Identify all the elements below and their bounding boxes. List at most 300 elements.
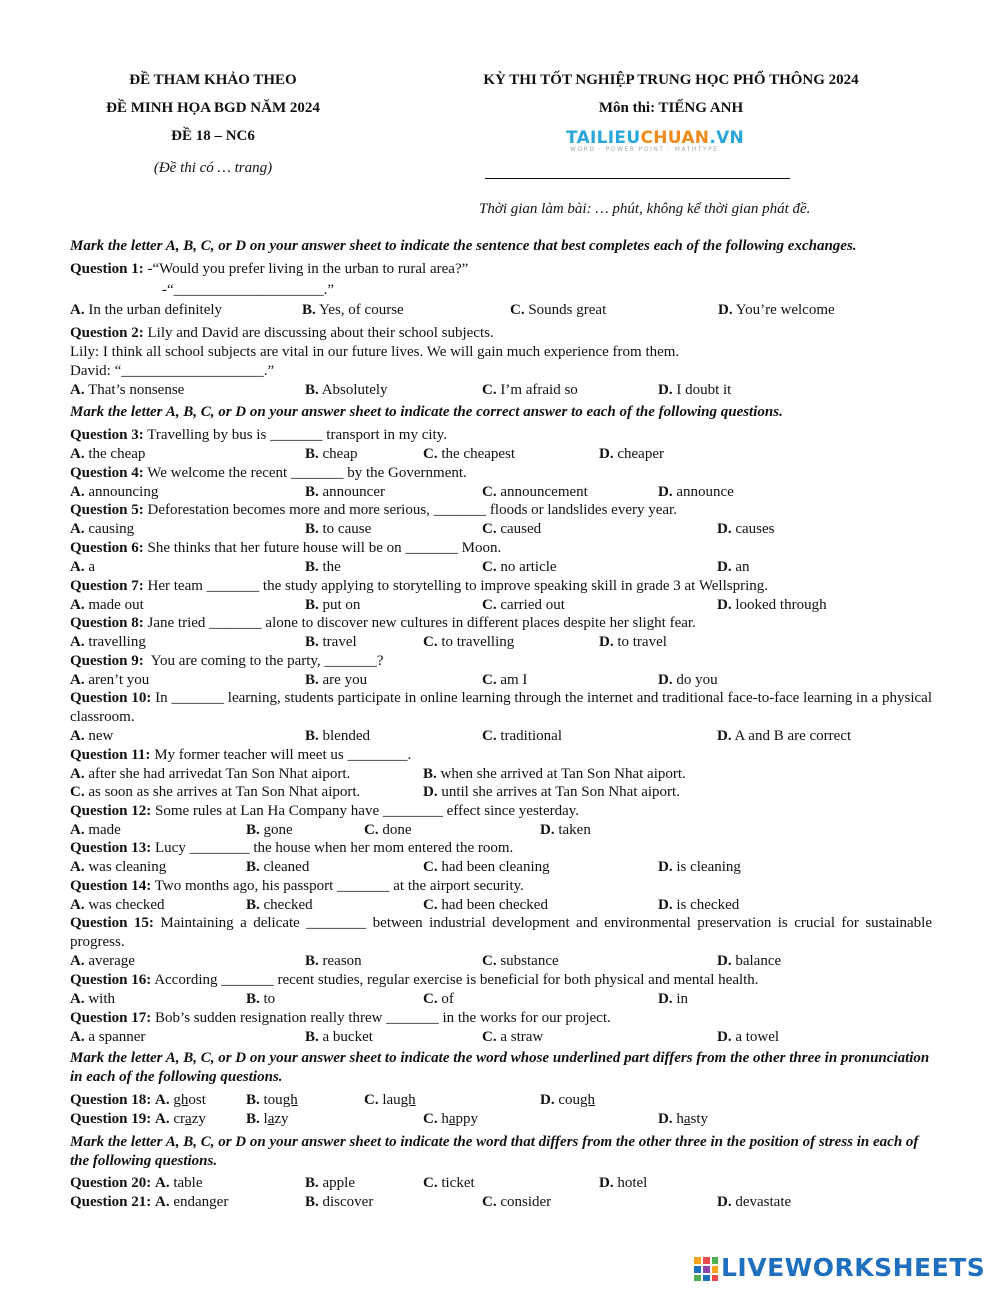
letter-d: D. <box>717 521 732 537</box>
q15-option-d[interactable] <box>717 952 781 971</box>
q11-a-text: after she had arrivedat Tan Son Nhat aiport. <box>88 766 351 782</box>
letter-d: D. <box>658 672 673 688</box>
q10-text: In _______ learning, students participate in online learning through the internet and traditional face-to-face learning in a physical classroom. <box>70 690 932 725</box>
q1-text: -“Would you prefer living in the urban to rural area?” <box>143 261 469 277</box>
q19-option-a[interactable] <box>173 1111 206 1127</box>
q12-a-text: made <box>88 822 121 838</box>
q21-b-text: discover <box>322 1194 374 1210</box>
q4-option-c[interactable] <box>482 483 588 502</box>
letter-b: B. <box>305 1194 319 1210</box>
q4-text: We welcome the recent _______ by the Government. <box>143 465 467 481</box>
q10-c-text: traditional <box>500 728 562 744</box>
q4-option-a[interactable] <box>70 483 158 502</box>
q18-b-pre: tou <box>263 1092 283 1108</box>
letter-d: D. <box>718 302 733 318</box>
q15-b-text: reason <box>322 953 362 969</box>
letter-b: B. <box>305 1175 319 1191</box>
q10-option-d[interactable] <box>717 727 851 746</box>
q7-option-d[interactable] <box>717 596 827 615</box>
letter-d: D. <box>717 559 732 575</box>
letter-b: B. <box>305 446 319 462</box>
q6-b-text: the <box>322 559 341 575</box>
q9-d-text: do you <box>676 672 718 688</box>
letter-b: B. <box>305 634 319 650</box>
q2-a-text: That’s nonsense <box>88 382 185 398</box>
q14-label: Question 14: <box>70 878 152 894</box>
letter-d: D. <box>658 991 673 1007</box>
logo-text-3: .VN <box>709 128 745 148</box>
q19-b-underlined: a <box>267 1111 275 1127</box>
q18-b-underlined: gh <box>282 1092 298 1108</box>
time-note: Thời gian làm bài: … phút, không kể thời gian phát đề. <box>479 201 811 217</box>
q11-text: My former teacher will meet us ________. <box>150 747 412 763</box>
q12-label: Question 12: <box>70 803 152 819</box>
q4-b-text: announcer <box>322 484 385 500</box>
q7-option-b[interactable] <box>305 596 360 615</box>
q6-c-text: no article <box>500 559 557 575</box>
tailieuchuan-logo <box>566 128 744 153</box>
q17-option-b[interactable] <box>305 1028 373 1047</box>
q5-d-text: causes <box>735 521 775 537</box>
question-10 <box>70 689 932 727</box>
q16-option-d[interactable] <box>658 990 688 1009</box>
q18-a-post: ost <box>188 1092 206 1108</box>
question-18 <box>70 1091 206 1110</box>
q9-text: You are coming to the party, _______? <box>143 653 384 669</box>
q10-option-c[interactable] <box>482 727 562 746</box>
liveworksheets-logo-icon <box>693 1256 719 1282</box>
letter-c: C. <box>423 991 438 1007</box>
letter-c: C. <box>482 728 497 744</box>
letter-d: D. <box>658 897 673 913</box>
q19-option-b[interactable] <box>246 1110 289 1129</box>
q2-option-d[interactable] <box>658 381 731 400</box>
q6-option-a[interactable] <box>70 558 95 577</box>
q14-option-d[interactable] <box>658 896 739 915</box>
logo-subtitle: WORD · POWER POINT · MATHTYPE <box>570 146 719 153</box>
letter-a: A. <box>155 1175 170 1191</box>
q9-option-a[interactable] <box>70 671 149 690</box>
q10-option-a[interactable] <box>70 727 113 746</box>
q2-option-a[interactable] <box>70 381 184 400</box>
letter-a: A. <box>70 382 85 398</box>
q19-b-pre: l <box>263 1111 268 1127</box>
liveworksheets-brand[interactable]: LIVEWORKSHEETS <box>721 1253 986 1282</box>
q6-label: Question 6: <box>70 540 144 556</box>
letter-d: D. <box>658 382 673 398</box>
q6-d-text: an <box>735 559 750 575</box>
q7-option-c[interactable] <box>482 596 565 615</box>
q15-text: Maintaining a delicate ________ between industrial development and environmental preservation is crucial for sustainable progress. <box>70 915 932 950</box>
letter-a: A. <box>155 1194 170 1210</box>
letter-a: A. <box>70 446 85 462</box>
q1-label: Question 1: <box>70 261 144 277</box>
q10-a-text: new <box>88 728 114 744</box>
q8-option-a[interactable] <box>70 633 146 652</box>
q18-option-d[interactable] <box>540 1091 595 1110</box>
q14-c-text: had been checked <box>441 897 548 913</box>
q20-d-text: hotel <box>617 1175 648 1191</box>
q5-b-text: to cause <box>322 521 372 537</box>
q4-option-d[interactable] <box>658 483 734 502</box>
q16-option-a[interactable] <box>70 990 115 1009</box>
header-left-line3: ĐỀ 18 – NC6 <box>171 128 255 144</box>
letter-a: A. <box>70 634 85 650</box>
letter-c: C. <box>423 1175 438 1191</box>
q2-option-b[interactable] <box>305 381 388 400</box>
q9-option-b[interactable] <box>305 671 367 690</box>
letter-a: A. <box>70 822 85 838</box>
q9-a-text: aren’t you <box>88 672 150 688</box>
q16-text: According _______ recent studies, regular exercise is beneficial for both physical and mental health. <box>151 972 759 988</box>
q10-option-b[interactable] <box>305 727 370 746</box>
q19-d-underlined: a <box>683 1111 691 1127</box>
q5-text: Deforestation becomes more and more serious, _______ floods or landslides every year. <box>143 502 677 518</box>
q14-text: Two months ago, his passport _______ at the airport security. <box>151 878 524 894</box>
letter-d: D. <box>717 728 732 744</box>
q7-c-text: carried out <box>500 597 565 613</box>
q17-option-c[interactable] <box>482 1028 543 1047</box>
q8-a-text: travelling <box>88 634 146 650</box>
q18-label: Question 18: <box>70 1092 152 1108</box>
q4-option-b[interactable] <box>305 483 385 502</box>
letter-b: B. <box>246 991 260 1007</box>
q16-b-text: to <box>263 991 276 1007</box>
q2-option-c[interactable] <box>482 381 578 400</box>
q1-option-d[interactable] <box>718 301 835 320</box>
q3-option-c[interactable] <box>423 445 515 464</box>
q6-text: She thinks that her future house will be on _______ Moon. <box>143 540 502 556</box>
q17-a-text: a spanner <box>88 1029 146 1045</box>
letter-a: A. <box>70 766 85 782</box>
q3-option-b[interactable] <box>305 445 358 464</box>
q8-b-text: travel <box>322 634 357 650</box>
question-21 <box>70 1193 228 1212</box>
q21-label: Question 21: <box>70 1194 152 1210</box>
q1-c-text: Sounds great <box>528 302 607 318</box>
q17-label: Question 17: <box>70 1010 152 1026</box>
q18-option-c[interactable] <box>364 1091 416 1110</box>
q19-label: Question 19: <box>70 1111 152 1127</box>
q13-option-d[interactable] <box>658 858 741 877</box>
q2-line3: David: “___________________.” <box>70 363 275 379</box>
letter-c: C. <box>482 672 497 688</box>
q19-c-pre: h <box>441 1111 449 1127</box>
q15-c-text: substance <box>500 953 559 969</box>
letter-a: A. <box>70 728 85 744</box>
question-17 <box>70 1009 932 1028</box>
q17-text: Bob’s sudden resignation really threw _______ in the works for our project. <box>151 1010 611 1026</box>
letter-d: D. <box>423 784 438 800</box>
q5-option-a[interactable] <box>70 520 134 539</box>
question-5 <box>70 501 932 520</box>
q1-response-line: -“____________________.” <box>162 282 335 298</box>
q12-c-text: done <box>382 822 412 838</box>
question-12 <box>70 802 932 821</box>
q14-option-b[interactable] <box>246 896 313 915</box>
q1-option-a[interactable] <box>70 301 222 320</box>
q8-c-text: to travelling <box>441 634 515 650</box>
q19-a-underlined: a <box>185 1111 192 1127</box>
q18-a-underlined: gh <box>173 1092 189 1108</box>
q13-option-a[interactable] <box>70 858 166 877</box>
q13-d-text: is cleaning <box>676 859 741 875</box>
q15-a-text: average <box>88 953 135 969</box>
letter-c: C. <box>482 521 497 537</box>
q14-option-a[interactable] <box>70 896 165 915</box>
q11-option-d[interactable] <box>423 783 680 802</box>
q1-option-c[interactable] <box>510 301 606 320</box>
letter-d: D. <box>658 484 673 500</box>
q19-option-d[interactable] <box>658 1110 708 1129</box>
letter-b: B. <box>246 1111 260 1127</box>
q9-label: Question 9: <box>70 653 144 669</box>
letter-c: C. <box>423 446 438 462</box>
letter-a: A. <box>70 484 85 500</box>
q7-option-a[interactable] <box>70 596 144 615</box>
q3-label: Question 3: <box>70 427 144 443</box>
q9-c-text: am I <box>500 672 528 688</box>
q20-option-c[interactable] <box>423 1174 475 1193</box>
q7-d-text: looked through <box>735 597 827 613</box>
q11-option-a[interactable] <box>70 765 350 784</box>
letter-a: A. <box>155 1111 170 1127</box>
q14-b-text: checked <box>263 897 313 913</box>
q16-d-text: in <box>676 991 689 1007</box>
letter-d: D. <box>658 1111 673 1127</box>
logo-text-2: CHUAN <box>640 128 710 148</box>
q20-option-d[interactable] <box>599 1174 647 1193</box>
q21-option-a[interactable]: endanger <box>173 1194 229 1210</box>
letter-b: B. <box>246 897 260 913</box>
letter-a: A. <box>70 953 85 969</box>
letter-a: A. <box>70 1029 85 1045</box>
q12-option-a[interactable] <box>70 821 121 840</box>
q2-d-text: I doubt it <box>676 382 732 398</box>
letter-b: B. <box>305 597 319 613</box>
q3-option-a[interactable] <box>70 445 145 464</box>
letter-c: C. <box>364 1092 379 1108</box>
letter-b: B. <box>305 728 319 744</box>
letter-b: B. <box>246 822 260 838</box>
header-left-line1: ĐỀ THAM KHẢO THEO <box>129 72 297 88</box>
q17-option-d[interactable] <box>717 1028 779 1047</box>
q19-c-post: ppy <box>455 1111 479 1127</box>
q3-d-text: cheaper <box>617 446 664 462</box>
q12-d-text: taken <box>558 822 591 838</box>
q1-b-text: Yes, of course <box>318 302 404 318</box>
q17-option-a[interactable] <box>70 1028 145 1047</box>
letter-a: A. <box>70 559 85 575</box>
letter-d: D. <box>540 1092 555 1108</box>
q19-option-c[interactable] <box>423 1110 478 1129</box>
q13-c-text: had been cleaning <box>441 859 550 875</box>
logo-text-1: TAILIEU <box>566 128 641 148</box>
q15-option-c[interactable] <box>482 952 559 971</box>
q16-option-b[interactable] <box>246 990 275 1009</box>
q12-option-c[interactable] <box>364 821 412 840</box>
q5-option-b[interactable] <box>305 520 371 539</box>
q12-option-d[interactable] <box>540 821 591 840</box>
letter-c: C. <box>510 302 525 318</box>
letter-a: A. <box>70 859 85 875</box>
letter-c: C. <box>423 897 438 913</box>
letter-c: C. <box>482 597 497 613</box>
q11-d-text: until she arrives at Tan Son Nhat aiport. <box>441 784 680 800</box>
q18-c-pre: lau <box>382 1092 401 1108</box>
question-14 <box>70 877 932 896</box>
q20-option-b[interactable] <box>305 1174 355 1193</box>
question-11 <box>70 746 932 765</box>
q4-d-text: announce <box>676 484 734 500</box>
question-19 <box>70 1110 206 1129</box>
q15-option-b[interactable] <box>305 952 362 971</box>
q2-c-text: I’m afraid so <box>500 382 578 398</box>
letter-c: C. <box>482 559 497 575</box>
q5-option-c[interactable] <box>482 520 541 539</box>
q20-c-text: ticket <box>441 1175 475 1191</box>
q15-label: Question 15: <box>70 915 154 931</box>
q14-a-text: was checked <box>88 897 165 913</box>
letter-b: B. <box>305 559 319 575</box>
q6-option-c[interactable] <box>482 558 557 577</box>
q9-option-d[interactable] <box>658 671 718 690</box>
letter-c: C. <box>482 1194 497 1210</box>
exam-title: KỲ THI TỐT NGHIỆP TRUNG HỌC PHỔ THÔNG 2024 <box>483 72 859 88</box>
letter-b: B. <box>305 953 319 969</box>
q20-label: Question 20: <box>70 1175 152 1191</box>
letter-d: D. <box>540 822 555 838</box>
question-1 <box>70 260 932 279</box>
q19-a-pre: cr <box>173 1111 186 1127</box>
letter-d: D. <box>599 634 614 650</box>
q8-label: Question 8: <box>70 615 144 631</box>
q13-text: Lucy ________ the house when her mom entered the room. <box>151 840 514 856</box>
q20-option-a[interactable]: table <box>173 1175 203 1191</box>
q2-label: Question 2: <box>70 325 144 341</box>
q2-b-text: Absolutely <box>321 382 388 398</box>
q1-option-b[interactable] <box>302 301 404 320</box>
q12-b-text: gone <box>263 822 293 838</box>
q16-option-c[interactable] <box>423 990 454 1009</box>
question-15 <box>70 914 932 952</box>
letter-a: A. <box>155 1092 170 1108</box>
q8-option-b[interactable] <box>305 633 357 652</box>
q18-option-b[interactable] <box>246 1091 298 1110</box>
question-6 <box>70 539 932 558</box>
instruction-exchanges: Mark the letter A, B, C, or D on your answer sheet to indicate the sentence that best completes each of the following exchanges. <box>70 238 857 254</box>
q11-option-c[interactable] <box>70 783 360 802</box>
q12-text: Some rules at Lan Ha Company have ________ effect since yesterday. <box>151 803 580 819</box>
q13-a-text: was cleaning <box>88 859 167 875</box>
q18-option-a[interactable] <box>173 1092 206 1108</box>
q21-option-c[interactable] <box>482 1193 551 1212</box>
q19-d-pre: h <box>676 1111 684 1127</box>
q18-d-pre: cou <box>558 1092 581 1108</box>
q16-c-text: of <box>441 991 454 1007</box>
letter-c: C. <box>70 784 85 800</box>
q6-option-b[interactable] <box>305 558 341 577</box>
letter-b: B. <box>423 766 437 782</box>
q17-d-text: a towel <box>735 1029 780 1045</box>
q19-b-post: zy <box>274 1111 289 1127</box>
header-divider <box>485 178 790 179</box>
question-9 <box>70 652 932 671</box>
q13-label: Question 13: <box>70 840 152 856</box>
q10-b-text: blended <box>322 728 370 744</box>
q13-option-c[interactable] <box>423 858 550 877</box>
exam-subject: Môn thi: TIẾNG ANH <box>598 100 744 116</box>
q21-option-b[interactable] <box>305 1193 373 1212</box>
letter-d: D. <box>599 1175 614 1191</box>
q14-option-c[interactable] <box>423 896 548 915</box>
q12-option-b[interactable] <box>246 821 293 840</box>
q14-d-text: is checked <box>676 897 740 913</box>
q8-option-d[interactable] <box>599 633 667 652</box>
letter-a: A. <box>70 521 85 537</box>
q3-option-d[interactable] <box>599 445 664 464</box>
letter-a: A. <box>70 597 85 613</box>
q8-option-c[interactable] <box>423 633 514 652</box>
q6-option-d[interactable] <box>717 558 750 577</box>
q17-c-text: a straw <box>500 1029 544 1045</box>
q10-d-text: A and B are correct <box>734 728 852 744</box>
q4-label: Question 4: <box>70 465 144 481</box>
q5-a-text: causing <box>88 521 135 537</box>
question-13 <box>70 839 932 858</box>
letter-d: D. <box>717 597 732 613</box>
q11-c-text: as soon as she arrives at Tan Son Nhat aiport. <box>88 784 361 800</box>
q10-label: Question 10: <box>70 690 152 706</box>
q5-option-d[interactable] <box>717 520 775 539</box>
q3-b-text: cheap <box>322 446 358 462</box>
question-16 <box>70 971 932 990</box>
letter-c: C. <box>482 1029 497 1045</box>
header-left-pages: (Đề thi có … trang) <box>153 160 273 176</box>
letter-b: B. <box>305 672 319 688</box>
q9-b-text: are you <box>322 672 368 688</box>
q9-option-c[interactable] <box>482 671 527 690</box>
question-2 <box>70 324 932 343</box>
question-20 <box>70 1174 203 1193</box>
q15-option-a[interactable] <box>70 952 135 971</box>
q13-option-b[interactable] <box>246 858 309 877</box>
q11-option-b[interactable] <box>423 765 686 784</box>
q16-a-text: with <box>88 991 116 1007</box>
q7-a-text: made out <box>88 597 144 613</box>
q5-label: Question 5: <box>70 502 144 518</box>
q3-text: Travelling by bus is _______ transport in my city. <box>143 427 447 443</box>
instruction-stress: Mark the letter A, B, C, or D on your answer sheet to indicate the word that differs from the other three in the position of stress in each of the following questions. <box>70 1134 919 1169</box>
letter-b: B. <box>246 859 260 875</box>
instruction-correct-answer: Mark the letter A, B, C, or D on your answer sheet to indicate the correct answer to each of the following questions. <box>70 404 783 420</box>
q17-b-text: a bucket <box>322 1029 373 1045</box>
question-4 <box>70 464 932 483</box>
letter-c: C. <box>423 859 438 875</box>
instruction-pronunciation: Mark the letter A, B, C, or D on your answer sheet to indicate the word whose underlined part differs from the other three in pronunciation in each of the following questions. <box>70 1050 930 1085</box>
q4-c-text: announcement <box>500 484 588 500</box>
letter-b: B. <box>305 1029 319 1045</box>
header-left-line2: ĐỀ MINH HỌA BGD NĂM 2024 <box>106 100 320 116</box>
q2-text: Lily and David are discussing about their school subjects. <box>143 325 494 341</box>
q21-option-d[interactable] <box>717 1193 791 1212</box>
q18-d-underlined: gh <box>580 1092 596 1108</box>
letter-c: C. <box>482 953 497 969</box>
letter-b: B. <box>246 1092 260 1108</box>
q19-c-underlined: a <box>448 1111 456 1127</box>
letter-b: B. <box>305 484 319 500</box>
letter-a: A. <box>70 302 85 318</box>
